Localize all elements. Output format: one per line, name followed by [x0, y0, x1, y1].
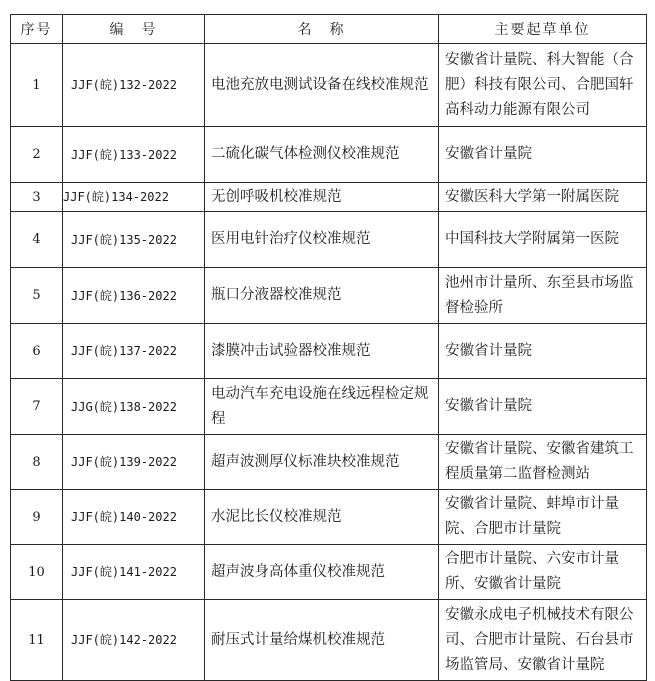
header-row — [11, 15, 647, 44]
table-row — [11, 490, 647, 545]
seq-cell: 4 — [11, 212, 63, 268]
header-name: 名 称 — [205, 15, 439, 44]
seq-cell: 8 — [11, 435, 63, 490]
code-cell — [63, 324, 205, 379]
code-cell — [63, 127, 205, 183]
standards-table — [10, 14, 647, 681]
table-row — [11, 435, 647, 490]
code-cell — [63, 379, 205, 435]
code-text: JJF(皖)135-2022 — [71, 232, 177, 247]
name-cell: 瓶口分液器校准规范 — [205, 268, 439, 324]
table-row — [11, 212, 647, 268]
org-cell: 安徽省计量院 — [439, 379, 647, 435]
code-text: JJF(皖)142-2022 — [71, 633, 177, 647]
code-text: JJF(皖)139-2022 — [71, 455, 177, 469]
org-cell: 安徽省计量院、安徽省建筑工程质量第二监督检测站 — [439, 435, 647, 490]
table-row — [11, 379, 647, 435]
code-cell — [63, 212, 205, 268]
org-cell: 合肥市计量院、六安市计量所、安徽省计量院 — [439, 545, 647, 600]
code-text: JJG(皖)138-2022 — [71, 399, 177, 414]
seq-cell: 11 — [11, 600, 63, 681]
code-text: JJF(皖)134-2022 — [63, 190, 169, 204]
org-cell: 中国科技大学附属第一医院 — [439, 212, 647, 268]
table-row — [11, 545, 647, 600]
header-seq: 序号 — [11, 15, 63, 44]
code-text: JJF(皖)136-2022 — [71, 288, 177, 303]
org-cell: 安徽省计量院 — [439, 324, 647, 379]
table-row — [11, 183, 647, 212]
org-cell: 安徽省计量院、蚌埠市计量院、合肥市计量院 — [439, 490, 647, 545]
table-row — [11, 127, 647, 183]
name-cell: 水泥比长仪校准规范 — [205, 490, 439, 545]
seq-cell: 9 — [11, 490, 63, 545]
name-cell: 超声波测厚仪标准块校准规范 — [205, 435, 439, 490]
seq-cell: 7 — [11, 379, 63, 435]
name-cell: 二硫化碳气体检测仪校准规范 — [205, 127, 439, 183]
org-cell: 安徽医科大学第一附属医院 — [439, 183, 647, 212]
table-row — [11, 268, 647, 324]
name-cell: 超声波身高体重仪校准规范 — [205, 545, 439, 600]
seq-cell: 2 — [11, 127, 63, 183]
name-cell: 无创呼吸机校准规范 — [205, 183, 439, 212]
name-cell: 耐压式计量给煤机校准规范 — [205, 600, 439, 681]
table-row — [11, 44, 647, 127]
code-cell — [63, 435, 205, 490]
table-row — [11, 324, 647, 379]
seq-cell: 10 — [11, 545, 63, 600]
org-cell: 安徽省计量院、科大智能（合肥）科技有限公司、合肥国轩高科动力能源有限公司 — [439, 44, 647, 127]
seq-cell: 3 — [11, 183, 63, 212]
org-cell: 池州市计量所、东至县市场监督检验所 — [439, 268, 647, 324]
header-code: 编 号 — [63, 15, 205, 44]
name-cell: 医用电针治疗仪校准规范 — [205, 212, 439, 268]
code-text: JJF(皖)140-2022 — [71, 510, 177, 524]
code-cell — [63, 490, 205, 545]
seq-cell: 6 — [11, 324, 63, 379]
name-cell: 漆膜冲击试验器校准规范 — [205, 324, 439, 379]
code-cell — [63, 183, 205, 212]
code-text: JJF(皖)133-2022 — [71, 147, 177, 162]
code-cell — [63, 600, 205, 681]
name-cell: 电动汽车充电设施在线远程检定规程 — [205, 379, 439, 435]
org-cell: 安徽永成电子机械技术有限公司、合肥市计量院、石台县市场监管局、安徽省计量院 — [439, 600, 647, 681]
code-text: JJF(皖)137-2022 — [71, 344, 177, 358]
header-org: 主要起草单位 — [439, 15, 647, 44]
name-cell: 电池充放电测试设备在线校准规范 — [205, 44, 439, 127]
org-cell: 安徽省计量院 — [439, 127, 647, 183]
table-row — [11, 600, 647, 681]
code-text: JJF(皖)132-2022 — [71, 78, 177, 92]
code-cell — [63, 268, 205, 324]
code-cell — [63, 44, 205, 127]
code-text: JJF(皖)141-2022 — [71, 565, 177, 579]
seq-cell: 1 — [11, 44, 63, 127]
code-cell — [63, 545, 205, 600]
seq-cell: 5 — [11, 268, 63, 324]
